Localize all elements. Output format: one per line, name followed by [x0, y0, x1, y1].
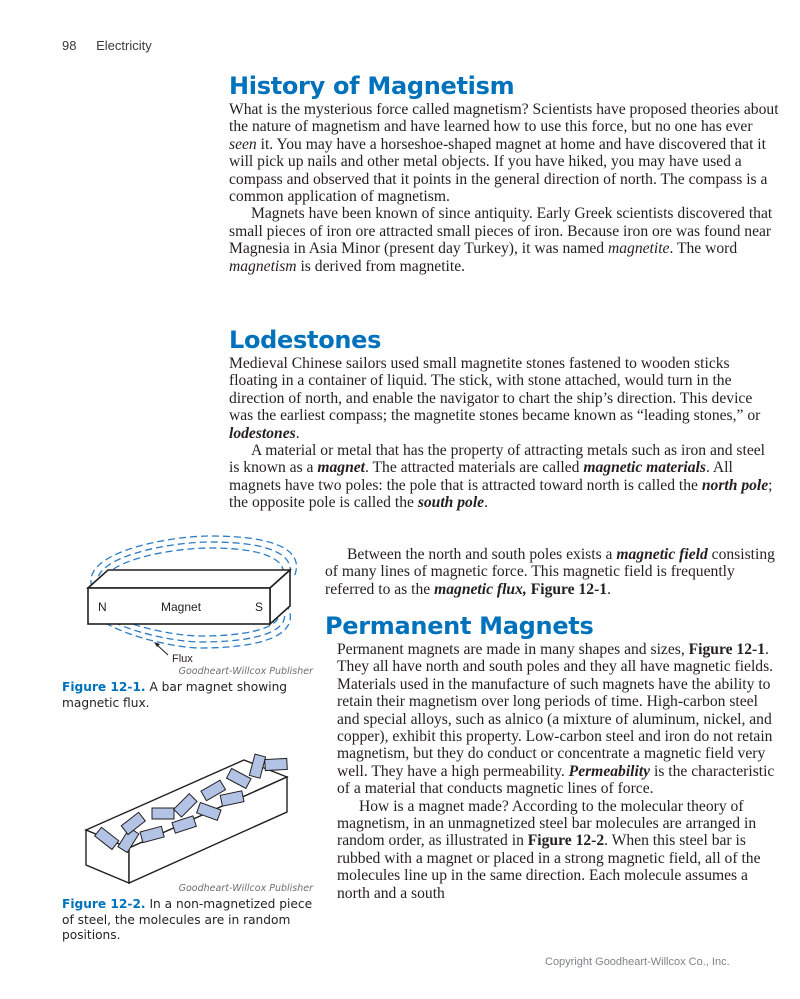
paragraph [229, 355, 779, 442]
figure-credit: Goodheart-Willcox Publisher [178, 666, 313, 677]
caption-text: In a non-magnetized piece of steel, the molecules are in random positions. [62, 897, 313, 942]
text: Medieval Chinese sailors used small magnetite stones fastened to wooden sticks floating in a container of liquid. The stick, with stone attached, would turn in the direction of north, and enable the navigator to chart the ship’s direction. This device was the earliest compass; the magnetite stones became known as “leading stones,” or [229, 355, 761, 425]
key-term: lodestones [229, 424, 296, 442]
emphasis: magnetism [229, 257, 297, 275]
figure-12-2-caption [62, 897, 324, 944]
chapter-title: Electricity [96, 38, 152, 53]
text: . [607, 580, 611, 598]
section-history-body [229, 101, 779, 275]
caption-label: Figure 12-2. [62, 897, 146, 911]
key-term: magnetic field [616, 546, 708, 563]
paragraph [337, 798, 782, 902]
emphasis: seen [229, 135, 257, 153]
figure-12-2 [84, 735, 314, 885]
heading-history-of-magnetism: History of Magnetism [229, 72, 515, 100]
text: . [295, 424, 300, 442]
paragraph [229, 442, 779, 512]
section-lodestones-body-cont [325, 546, 780, 598]
page-number: 98 [62, 38, 77, 53]
figure-credit: Goodheart-Willcox Publisher [178, 883, 313, 894]
key-term: south pole [417, 494, 485, 512]
text: . They all have north and south poles and they all have magnetic fields. Materials used in the manufacture of such magnets have the ability to retain their magnetism over long periods of time. High-carbon steel and special alloys, such as alnico (a mixture of aluminum, nickel, and copper), exhibit this property. Low-carbon steel and iron do not retain magnetism, but they do conduct or concentrate a magnetic field very well. They have a high permeability. [337, 641, 774, 780]
label-flux: Flux [172, 653, 193, 662]
paragraph [325, 546, 780, 598]
text: is derived from magnetite. [296, 257, 466, 275]
text: consisting of many lines of magnetic force. This magnetic field is frequently referred to as the [325, 546, 775, 598]
paragraph [229, 205, 779, 275]
heading-permanent-magnets: Permanent Magnets [325, 612, 594, 640]
text: . When this steel bar is rubbed with a magnet or placed in a strong magnetic field, all of the molecules line up in the same direction. Each molecule assumes a north and a south [337, 832, 761, 902]
text: What is the mysterious force called magnetism? Scientists have proposed theories about the nature of magnetism and have learned how to use this force, but no one has ever [229, 101, 779, 136]
bar-magnet-illustration [80, 532, 310, 662]
copyright-notice: Copyright Goodheart-Willcox Co., Inc. [545, 956, 730, 968]
paragraph [337, 641, 782, 798]
section-permanent-body [337, 641, 782, 902]
text: is the characteristic of a material that conducts magnetic lines of force. [337, 762, 775, 798]
figure-reference: Figure 12-2 [527, 832, 605, 850]
section-lodestones-body [229, 355, 779, 512]
label-s: S [255, 600, 264, 614]
text: . All magnets have two poles: the pole that is attracted toward north is called the [229, 459, 733, 494]
key-term: magnetic flux, [434, 580, 527, 598]
figure-reference: Figure 12-1 [688, 641, 765, 658]
paragraph [229, 101, 779, 205]
text: it. You may have a horseshoe-shaped magnet at home and have discovered that it will pick up nails and other metal objects. If you have hiked, you may have used a compass and observed that it points in the general direction of north. The compass is a common application of magnetism. [229, 135, 768, 206]
label-n: N [98, 600, 107, 614]
steel-bar-illustration [84, 735, 314, 885]
text: Between the north and south poles exists a [347, 546, 617, 563]
text: Permanent magnets are made in many shapes and sizes, [337, 641, 689, 658]
key-term: Permeability [568, 762, 651, 780]
text: . The word [669, 240, 738, 258]
figure-12-1 [80, 532, 310, 662]
caption-text: A bar magnet showing magnetic flux. [62, 680, 288, 710]
text: . The attracted materials are called [365, 459, 584, 477]
figure-12-1-caption [62, 680, 317, 711]
text: A material or metal that has the property of attracting metals such as iron and steel is known as a [229, 442, 765, 477]
heading-lodestones: Lodestones [229, 326, 382, 354]
figure-reference: Figure 12-1 [530, 580, 608, 598]
text: How is a magnet made? According to the molecular theory of magnetism, in an unmagnetized steel bar molecules are arranged in random order, as illustrated in [337, 797, 757, 850]
running-head [62, 38, 152, 53]
emphasis: magnetite [607, 240, 670, 258]
text: ; the opposite pole is called the [229, 476, 773, 512]
text: Magnets have been known of since antiquity. Early Greek scientists discovered that small pieces of iron ore attracted small pieces of iron. Because iron ore was found near Magnesia in Asia Minor (present day Turkey), it was named [229, 205, 773, 258]
key-term: north pole [701, 476, 769, 494]
key-term: magnetic materials [583, 459, 706, 477]
text: . [484, 494, 489, 512]
magnet-bar [88, 570, 290, 624]
caption-label: Figure 12-1. [62, 680, 146, 694]
key-term: magnet [317, 459, 366, 477]
label-magnet: Magnet [161, 600, 202, 614]
